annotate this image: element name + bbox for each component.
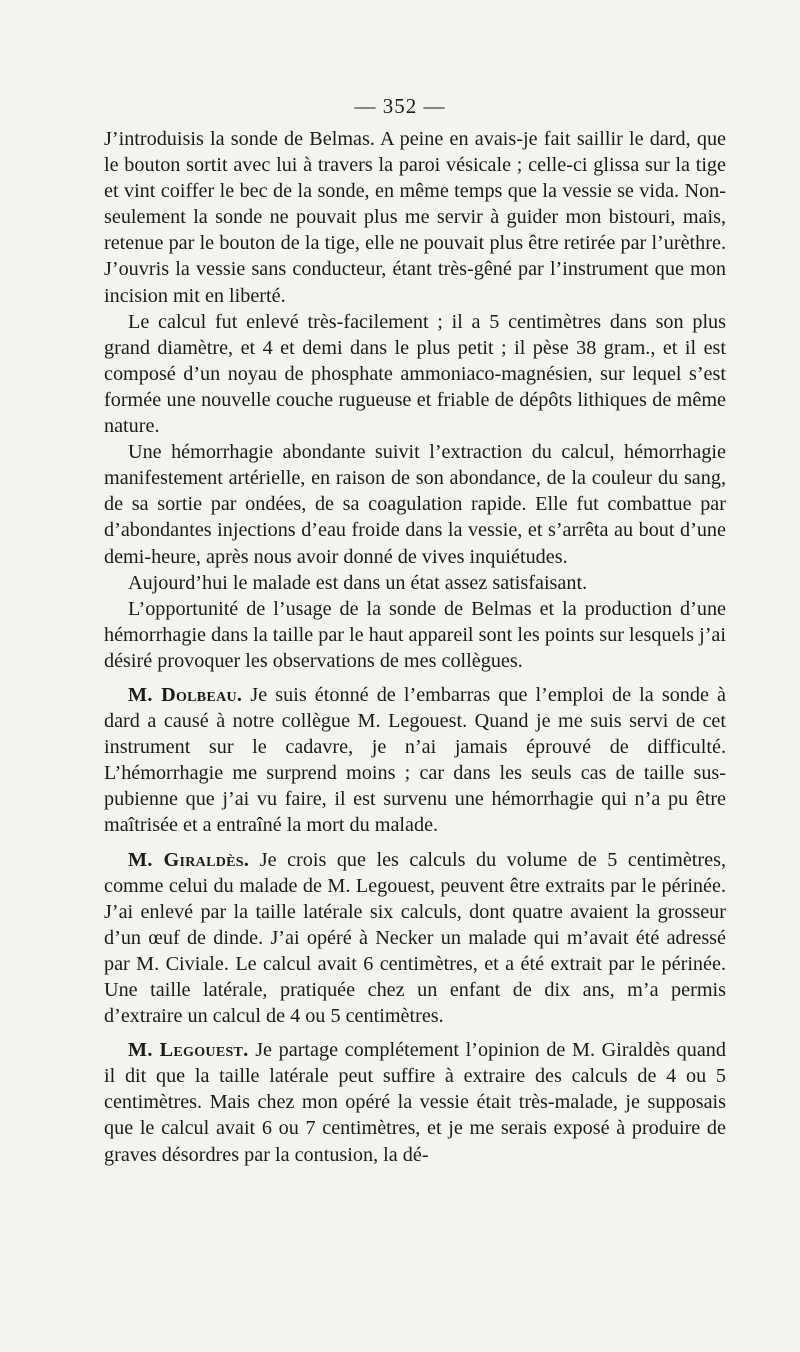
speech-text: Je suis étonné de l’embarras que l’emploi de la sonde à dard a causé à notre collègue M. Legouest. Quand je me suis servi de cet instrument sur le cadavre, je n’ai jamais éprouvé de difficulté. L’hémorrhagie me surprend moins ; car dans les seuls cas de taille sus-pubienne que j’ai vu faire, il est survenu une hémorrhagie qui n’a pu être maîtrisée et a entraîné la mort du malade. [104,683,727,837]
speech-giraldes [104,847,726,1030]
body-text [104,126,726,1168]
page-number: — 352 — [354,94,446,118]
paragraph: Une hémorrhagie abondante suivit l’extraction du calcul, hémorrhagie manifestement artérielle, en raison de son abondance, de la couleur du sang, de sa sortie par ondées, de sa coagulation rapide. Elle fut combattue par d’abondantes injections d’eau froide dans la vessie, et s’arrêta au bout d’une demi-heure, après nous avoir donné de vives inquiétudes. [104,441,726,568]
paragraph: L’opportunité de l’usage de la sonde de Belmas et la production d’une hémorrhagie dans la taille par le haut appareil sont les points sur lesquels j’ai désiré provoquer les observations de mes collègues. [104,597,726,672]
speech-dolbeau [104,682,726,839]
speech-legouest [104,1037,726,1167]
speech-text: Je partage complétement l’opinion de M. Giraldès quand il dit que la taille latérale peut suffire à extraire des calculs de 4 ou 5 centimètres. Mais chez mon opéré la vessie était très-malade, je supposais que le calcul avait 6 ou 7 centimètres, et je me serais exposé à produire de graves désordres par la contusion, la dé- [104,1039,726,1166]
speaker-name: M. Giraldès. [128,848,250,871]
speech-text: Je crois que les calculs du volume de 5 centimètres, comme celui du malade de M. Legouest, peuvent être extraits par le périnée. J’ai enlevé par la taille latérale six calculs, dont quatre avaient la grosseur d’un œuf de dinde. J’ai opéré à Necker un malade qui m’avait été adressé par M. Civiale. Le calcul avait 6 centimètres, et a été extrait par le périnée. Une taille latérale, pratiquée chez un enfant de dix ans, m’a permis d’extraire un calcul de 4 ou 5 centimètres. [104,848,727,1028]
paragraph: Aujourd’hui le malade est dans un état assez satisfaisant. [128,571,588,594]
speaker-name: M. Dolbeau. [128,683,243,706]
paragraph: J’introduisis la sonde de Belmas. A peine en avais-je fait saillir le dard, que le bouton sortit avec lui à travers la paroi vésicale ; celle-ci glissa sur la tige et vint coiffer le bec de la sonde, en même temps que la vessie se vida. Non-seulement la sonde ne pouvait plus me servir à guider mon bistouri, mais, retenue par le bouton de la tige, elle ne pouvait plus être retirée par l’urèthre. J’ouvris la vessie sans conducteur, étant très-gêné par l’instrument que mon incision mit en liberté. [104,128,726,307]
speaker-name: M. Legouest. [128,1039,249,1062]
paragraph: Le calcul fut enlevé très-facilement ; il a 5 centimètres dans son plus grand diamètre, et 4 et demi dans le plus petit ; il pèse 38 gram., et il est composé d’un noyau de phosphate ammoniaco-magnésien, sur lequel s’est formée une nouvelle couche rugueuse et friable de dépôts lithiques de même nature. [104,310,726,438]
